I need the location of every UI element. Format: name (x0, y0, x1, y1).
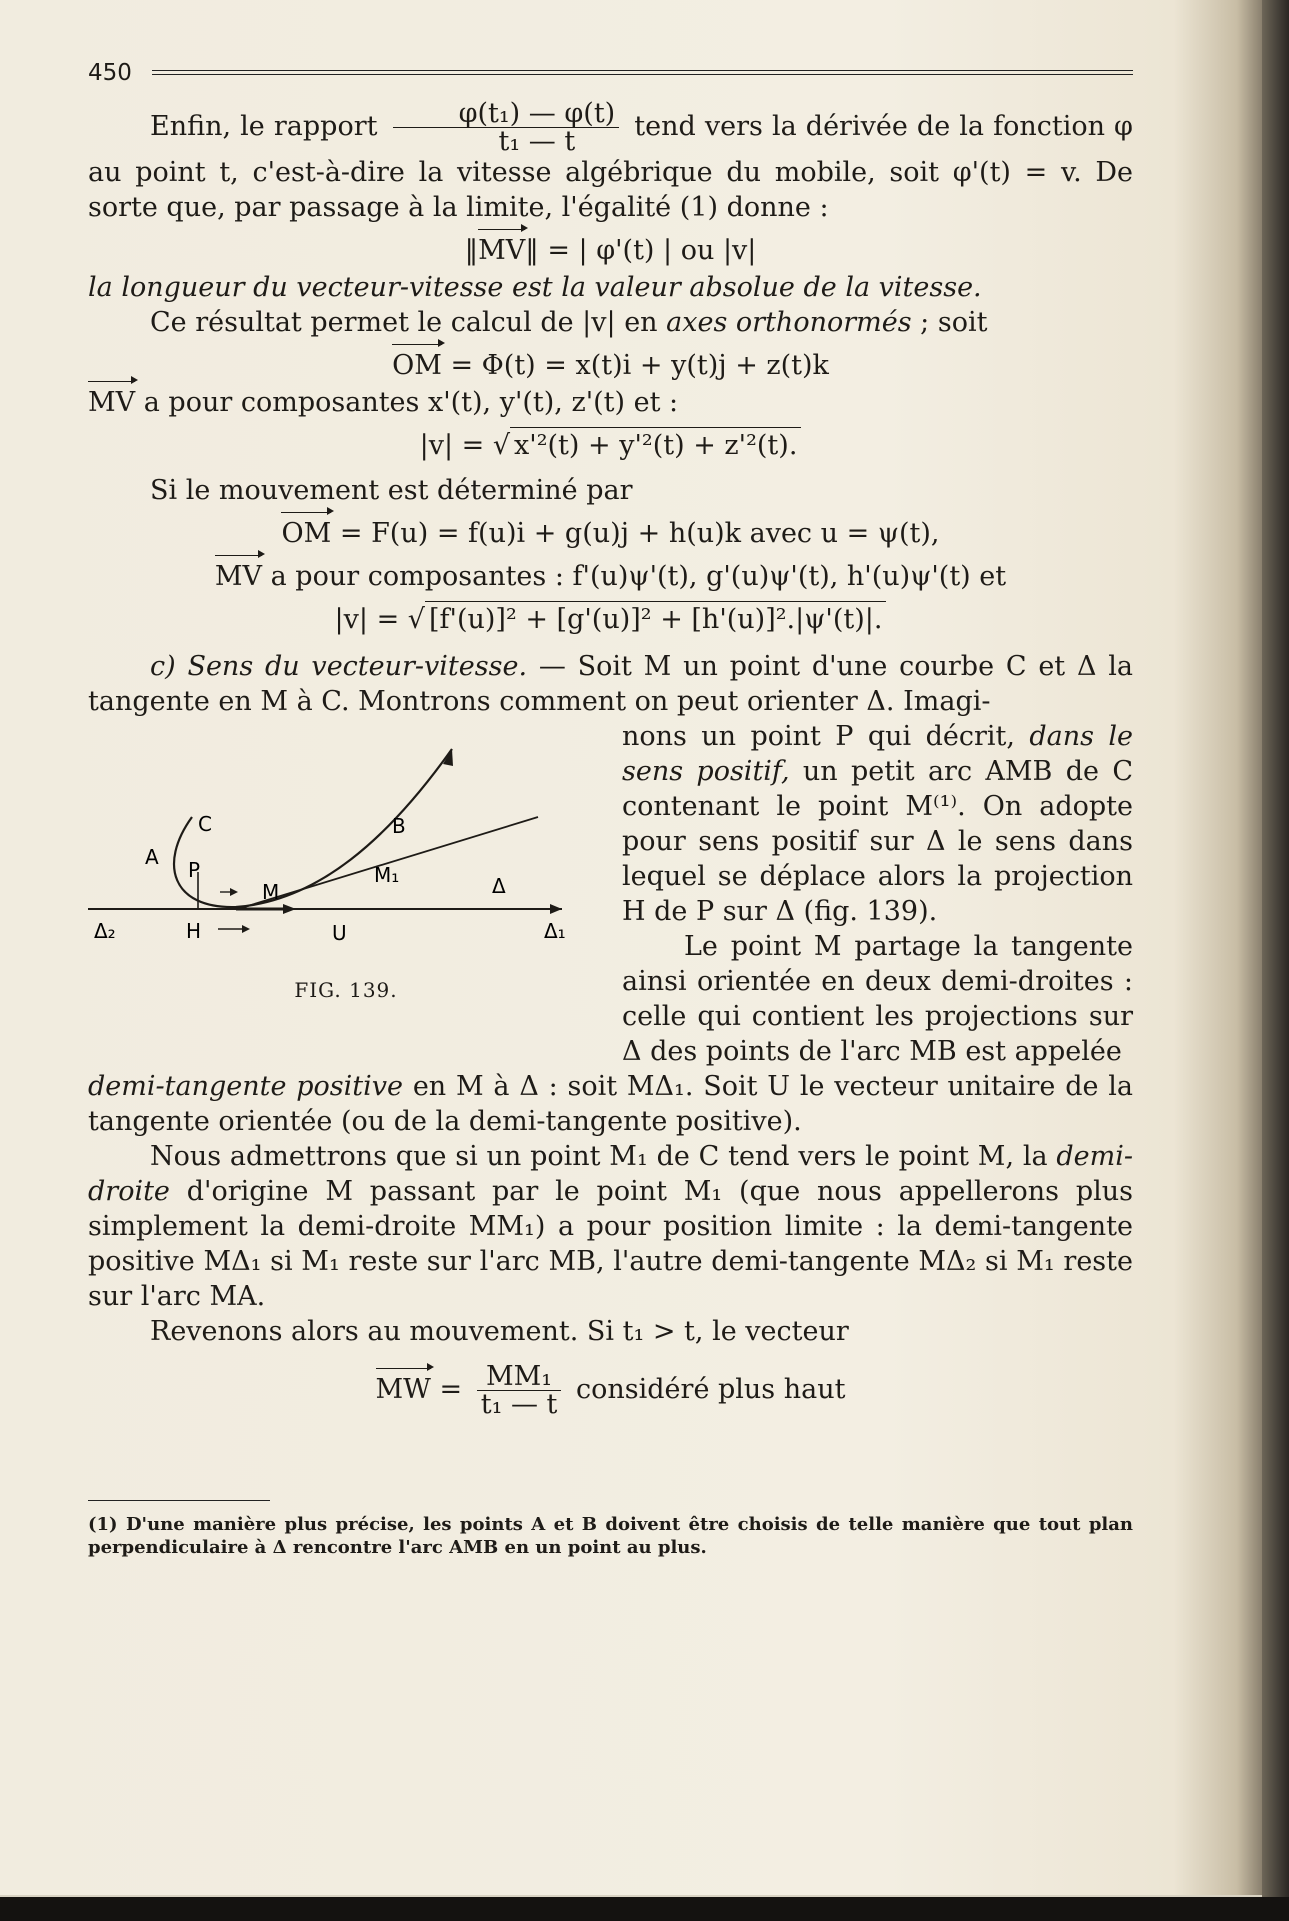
page-number: 450 (88, 60, 132, 86)
speed-lhs: |v| = √ (419, 430, 511, 461)
vector-mv: MV (478, 235, 526, 266)
section-title: Sens du vecteur-vitesse. (187, 651, 528, 682)
movement-text: Si le mouvement est déterminé par (150, 475, 633, 506)
paragraph-demi-tangente (88, 1069, 1133, 1139)
equation-mw-after: considéré plus haut (576, 1374, 846, 1405)
p3-italic: axes orthonormés (666, 307, 912, 338)
figure-text-1: nons un point P qui décrit, (622, 721, 1015, 752)
fraction-mm1-denominator: t₁ — t (480, 1389, 558, 1420)
italic-result: la longueur du vecteur-vitesse est la valeur absolue de la vitesse. (88, 272, 982, 303)
limit-italic: demi-droite (88, 1141, 1134, 1207)
equation-om-rhs: = Φ(t) = x(t)i + y(t)j + z(t)k (450, 350, 829, 381)
equation-speed-fgh (88, 602, 1133, 637)
figure-caption: FIG. 139. (294, 978, 398, 1002)
demi-tangente-text: en M à Δ : soit MΔ₁. Soit U le vecteur unitaire de la tangente orientée (ou de la demi-tangente positive). (88, 1071, 1134, 1137)
limit-text-b: d'origine M passant par le point M₁ (que nous appellerons plus simplement la demi-droite MM₁) a pour position limite : la demi-tangente positive MΔ₁ si M₁ reste sur l'arc MB, l'autre demi-tangente MΔ₂ si M₁ reste sur l'arc MA. (88, 1176, 1133, 1312)
figure-text-1-italic: dans le sens positif, (622, 721, 1133, 787)
vector-mv-2: MV (88, 387, 136, 418)
label-delta: Δ (492, 874, 506, 898)
curve-c (174, 749, 452, 907)
curve-arrowhead (443, 749, 453, 766)
label-p: P (188, 858, 201, 882)
return-motion-text: Revenons alors au mouvement. Si t₁ > t, le vecteur (150, 1316, 849, 1347)
page-content (88, 56, 1133, 1559)
p1-rest: au point t, c'est-à-dire la vitesse algébrique du mobile, soit φ'(t) = v. De sorte que, par passage à la limite, l'égalité (1) donne : (88, 157, 1133, 223)
vector-om: OM (392, 350, 442, 381)
section-label: c) (150, 651, 176, 682)
h-direction-arrowhead (242, 925, 250, 933)
label-h: H (186, 919, 202, 943)
fraction-denominator: t₁ — t (498, 126, 576, 157)
equation-mv-components (88, 559, 1133, 594)
demi-tangente-italic: demi-tangente positive (88, 1071, 403, 1102)
figure-paragraph-2 (622, 929, 1133, 1069)
label-m: M (262, 880, 280, 904)
footnote-rule (88, 1500, 270, 1501)
paragraph-limit-position (88, 1139, 1133, 1314)
fraction-numerator: φ(t₁) — φ(t) (393, 100, 620, 128)
figure-text-3: Le point M partage la tangente ainsi orientée en deux demi-droites : celle qui contient les projections sur Δ des points de l'arc MB est appelée (622, 931, 1133, 1067)
vector-om-2: OM (281, 518, 332, 549)
p1-after-fraction: tend vers la dérivée de la fonction φ (634, 111, 1133, 142)
figure-paragraph-1 (622, 719, 1133, 929)
paragraph-movement (88, 473, 1133, 508)
label-b: B (392, 814, 406, 838)
speed-radicand: x'²(t) + y'²(t) + z'²(t). (510, 427, 801, 461)
figure-139 (88, 739, 604, 1069)
label-delta1: Δ₁ (544, 919, 566, 943)
equation-norm-mv: ‖MV‖ = | φ'(t) | ou |v| (464, 235, 757, 266)
limit-text-a: Nous admettrons que si un point M₁ de C tend vers le point M, la (150, 1141, 1048, 1172)
equation-om-phi (88, 348, 1133, 383)
equals-sign: = (439, 1374, 463, 1405)
speed-lhs-2: |v| = √ (334, 604, 425, 635)
p3-start: Ce résultat permet le calcul de |v| en (150, 307, 658, 338)
components-text: a pour composantes x'(t), y'(t), z'(t) et : (143, 387, 679, 418)
vector-mv-3: MV (214, 561, 263, 592)
section-text: — Soit M un point d'une courbe C et Δ la tangente en M à C. Montrons comment on peut orienter Δ. Imagi- (88, 651, 1133, 717)
label-m1: M₁ (374, 863, 400, 887)
fraction-phi (393, 100, 620, 155)
equation-norm-rhs: = | φ'(t) | ou |v| (547, 235, 757, 266)
vector-mw: MW (375, 1374, 431, 1405)
p3-end: ; soit (920, 307, 988, 338)
delta-arrowhead (550, 904, 562, 914)
p1-start: Enfin, le rapport (150, 111, 378, 142)
footnote: (1) D'une manière plus précise, les points A et B doivent être choisis de telle manière que tout plan perpendiculaire à Δ rencontre l'arc AMB en un point au plus. (88, 1514, 1133, 1558)
paragraph-italic-result (88, 270, 1133, 305)
equation-om-f (88, 516, 1133, 551)
equation-om-f-rhs: = F(u) = f(u)i + g(u)j + h(u)k avec u = ψ(t), (339, 518, 940, 549)
label-a: A (145, 845, 159, 869)
unit-vector-arrowhead (283, 904, 296, 914)
p-direction-arrowhead (230, 888, 238, 896)
paragraph-components (88, 385, 1133, 420)
fraction-mm1 (477, 1363, 562, 1418)
speed-radicand-2: [f'(u)]² + [g'(u)]² + [h'(u)]².|ψ'(t)|. (425, 601, 886, 635)
figure-text-2: un petit arc AMB de C contenant le point M⁽¹⁾. On adopte pour sens positif sur Δ le sens dans lequel se déplace alors la projection H de P sur Δ (fig. 139). (622, 756, 1133, 927)
page-header (88, 56, 1133, 90)
paragraph-limit (88, 100, 1133, 225)
figure-side-text (622, 719, 1133, 1069)
label-delta2: Δ₂ (94, 919, 116, 943)
figure-with-text (88, 719, 1133, 1069)
equation-speed-xyz (88, 428, 1133, 463)
label-c: C (198, 812, 212, 836)
header-rule (152, 70, 1133, 75)
fraction-mm1-numerator: MM₁ (477, 1363, 562, 1391)
mv-components-text: a pour composantes : f'(u)ψ'(t), g'(u)ψ'(t), h'(u)ψ'(t) et (270, 561, 1007, 592)
scan-bottom-band (0, 1897, 1289, 1921)
page-edge-shadow (1262, 0, 1289, 1897)
tangent-diagram (88, 739, 604, 969)
paragraph-section-c (88, 649, 1133, 719)
paragraph-orthonormal (88, 305, 1133, 340)
label-u: U (332, 921, 347, 945)
paragraph-return-motion (88, 1314, 1133, 1349)
equation-mw (88, 1363, 1133, 1418)
